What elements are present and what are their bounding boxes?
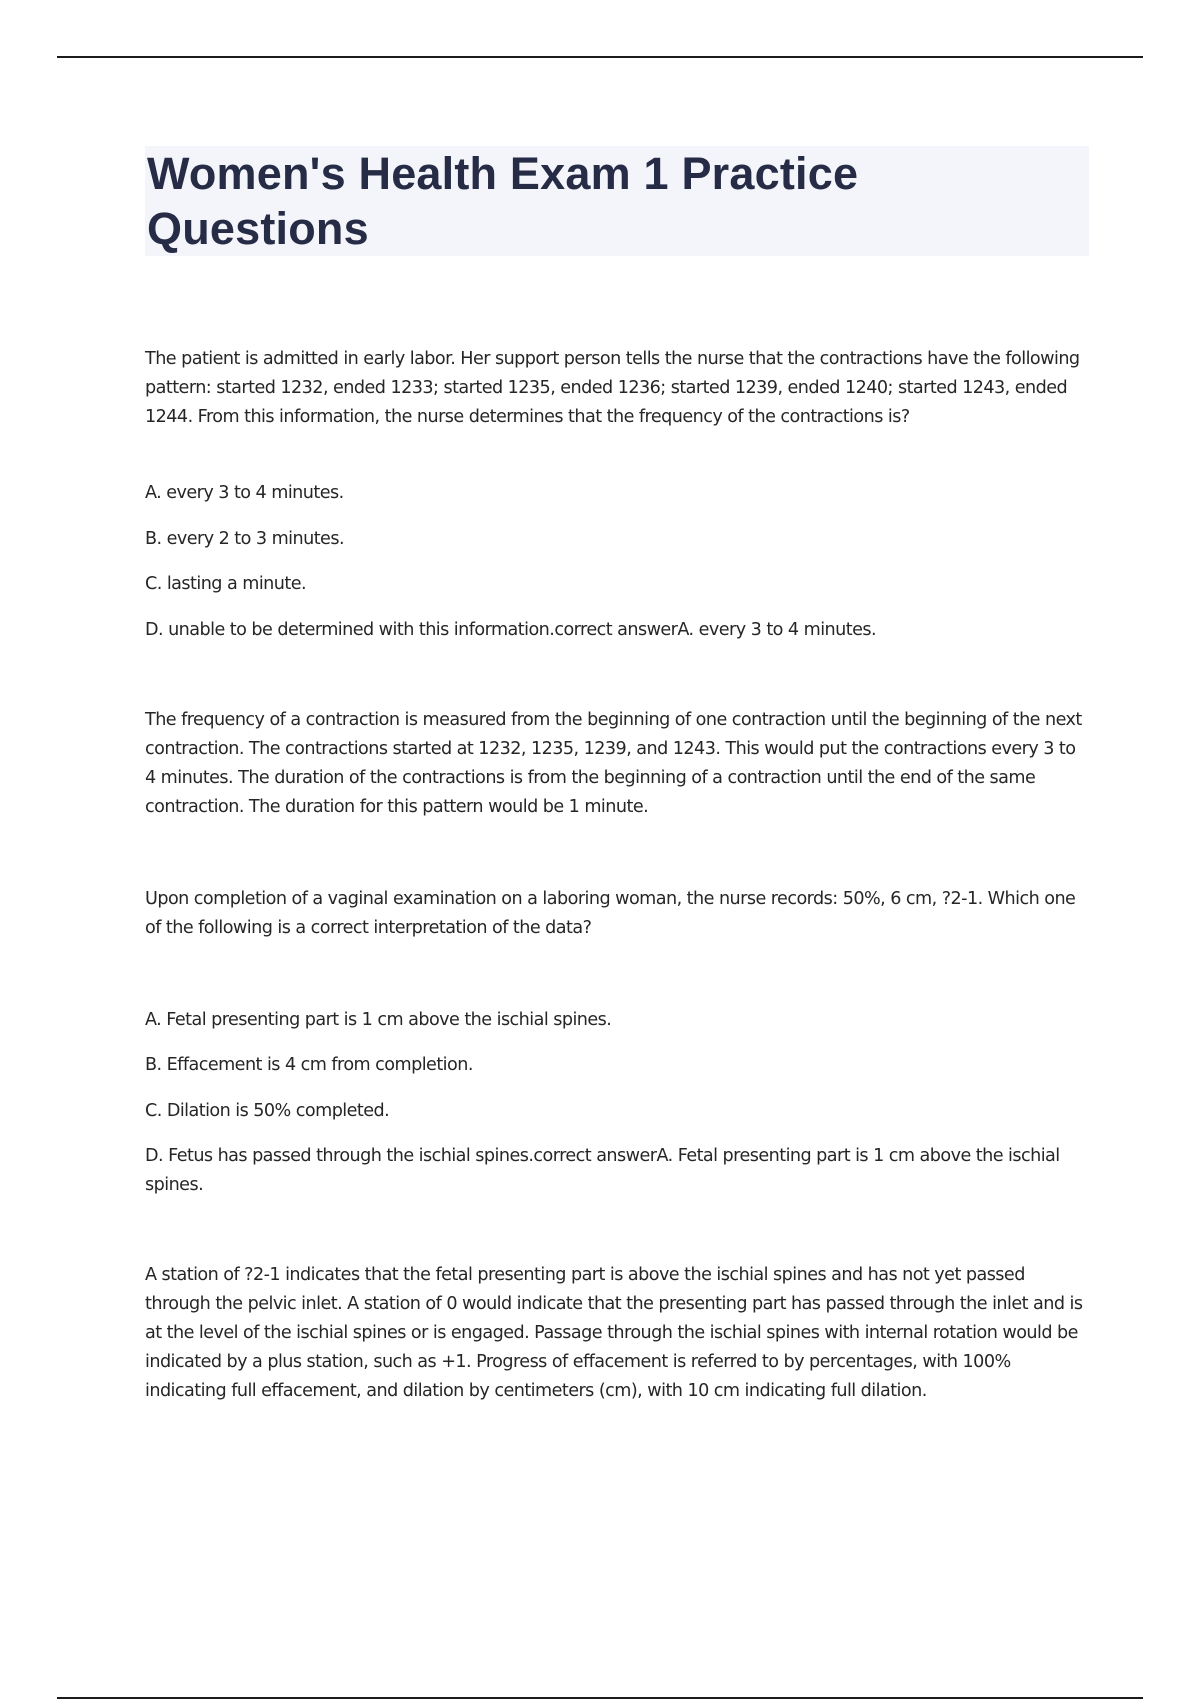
header-rule [57,56,1143,58]
title-banner [145,146,1089,256]
question-1-option-c: C. lasting a minute. [145,574,307,594]
question-2-rationale: A station of ?2-1 indicates that the fetal presenting part is above the ischial spines and has not yet passed through the pelvic inlet. A station of 0 would indicate that the presenting part has passed through the inlet and is at the level of the ischial spines or is engaged. Passage through the ischial spines with internal rotation would be indicated by a plus station, such as +1. Progress of effacement is referred to by percentages, with 100% indicating full effacement, and dilation by centimeters (cm), with 10 cm indicating full dilation. [145,1265,1083,1401]
question-2-stem: Upon completion of a vaginal examination on a laboring woman, the nurse records: 50%, 6 cm, ?2-1. Which one of the following is a correct interpretation of the data? [145,889,1076,938]
question-1-rationale: The frequency of a contraction is measured from the beginning of one contraction until the beginning of the next contraction. The contractions started at 1232, 1235, 1239, and 1243. This would put the contractions every 3 to 4 minutes. The duration of the contractions is from the beginning of a contraction until the end of the same contraction. The duration for this pattern would be 1 minute. [145,710,1082,817]
question-2-option-c: C. Dilation is 50% completed. [145,1101,390,1121]
question-2-option-a: A. Fetal presenting part is 1 cm above the ischial spines. [145,1010,612,1030]
question-1-option-b: B. every 2 to 3 minutes. [145,529,344,549]
question-1-option-d-answer: D. unable to be determined with this information.correct answerA. every 3 to 4 minutes. [145,620,877,640]
question-1-stem: The patient is admitted in early labor. Her support person tells the nurse that the contractions have the following pattern: started 1232, ended 1233; started 1235, ended 1236; started 1239, ended 1240; started 1243, ended 1244. From this information, the nurse determines that the frequency of the contractions is? [145,349,1080,427]
question-1-option-a: A. every 3 to 4 minutes. [145,483,344,503]
page-title: Women's Health Exam 1 Practice Questions [147,148,859,254]
question-2-option-d-answer: D. Fetus has passed through the ischial spines.correct answerA. Fetal presenting part is 1 cm above the ischial spines. [145,1146,1060,1195]
footer-rule [57,1697,1143,1699]
question-2-option-b: B. Effacement is 4 cm from completion. [145,1055,473,1075]
